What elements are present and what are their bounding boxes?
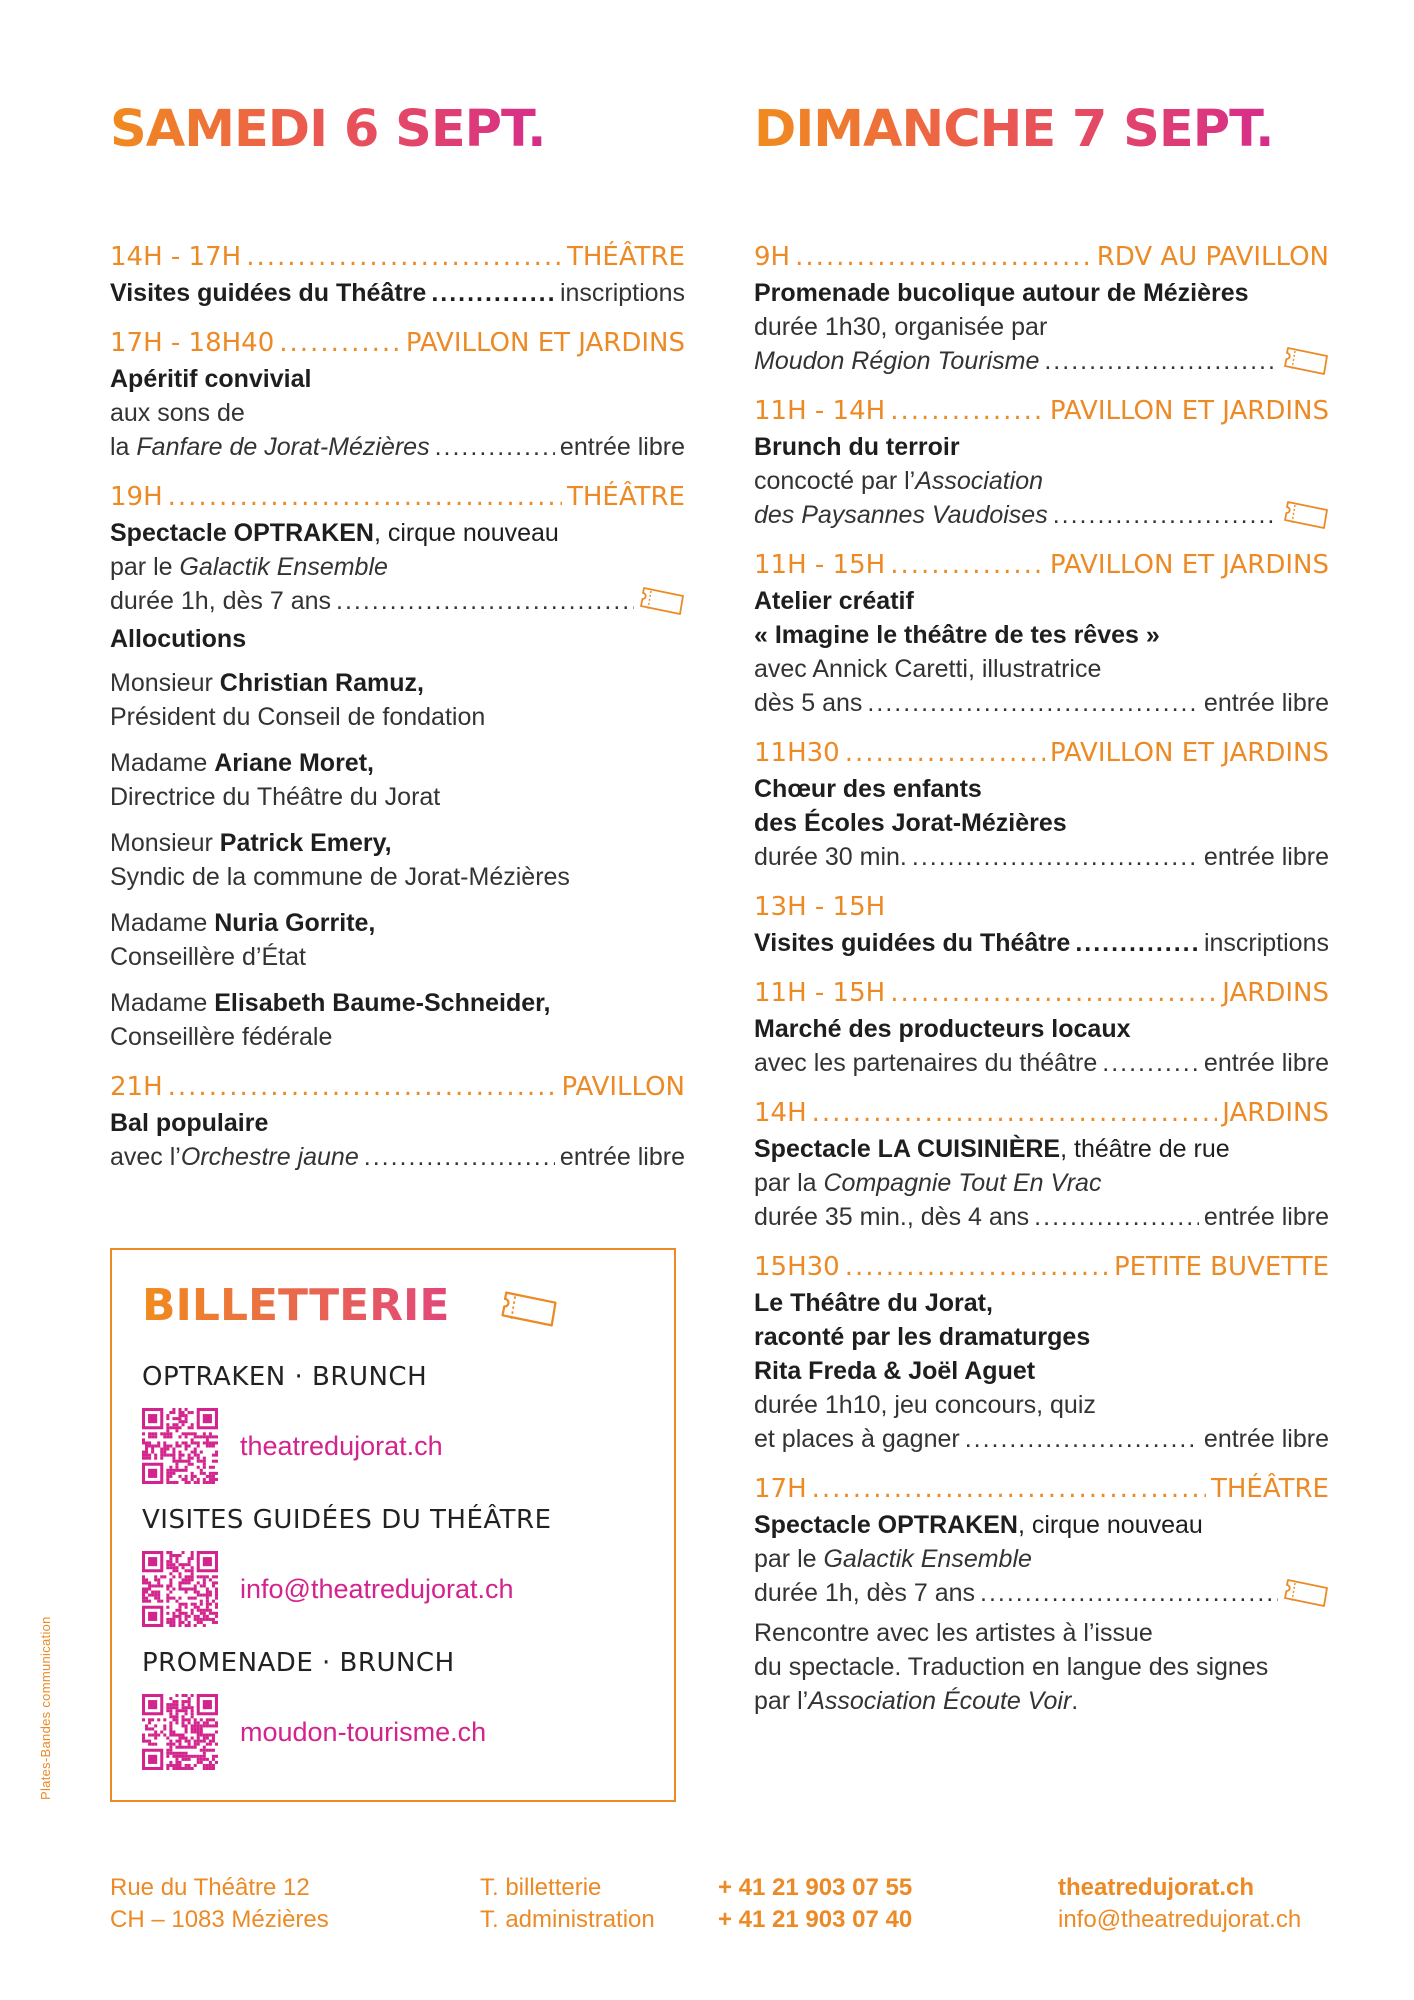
footer-phone-labels (480, 1872, 655, 1936)
event-sun-2 (754, 392, 1329, 532)
speaker-role: Conseillère fédérale (110, 1023, 333, 1051)
billetterie-group (142, 1646, 662, 1770)
billetterie-link[interactable]: moudon-tourisme.ch (240, 1716, 487, 1747)
event-sat-1 (110, 238, 685, 310)
event-detail: dès 5 ans (754, 689, 863, 717)
speaker (110, 746, 685, 814)
event-time: 14H - 17H (110, 242, 242, 272)
event-sun-1 (754, 238, 1329, 378)
event-detail: par le Galactik Ensemble (754, 1545, 1032, 1573)
billetterie-row (142, 1694, 662, 1770)
saturday-events (110, 238, 685, 1188)
sunday-title: DIMANCHE 7 SEPT. (754, 100, 1274, 159)
event-access: inscriptions (559, 279, 685, 307)
phone-label: T. billetterie (480, 1874, 602, 1901)
dot-leader (168, 478, 562, 516)
event-sun-6 (754, 974, 1329, 1080)
speaker-role: Syndic de la commune de Jorat-Mézières (110, 863, 570, 891)
billetterie-link[interactable]: theatredujorat.ch (240, 1430, 443, 1461)
dot-leader (431, 276, 555, 310)
event-access: entrée libre (1203, 689, 1329, 717)
event-detail-line (754, 498, 1329, 532)
speaker-name: Madame Nuria Gorrite, (110, 909, 376, 937)
dot-leader (1044, 344, 1278, 378)
event-title: Spectacle OPTRAKEN, cirque nouveau (754, 1511, 1203, 1539)
dot-leader (1034, 1200, 1199, 1234)
event-detail-line (110, 584, 685, 618)
event-header (110, 324, 685, 362)
dot-leader (336, 584, 634, 618)
event-sat-3 (110, 478, 685, 1054)
speaker (110, 986, 685, 1054)
event-place: THÉÂTRE (566, 242, 685, 272)
ticket-icon (1283, 1578, 1329, 1608)
event-detail: durée 35 min., dès 4 ans (754, 1203, 1030, 1231)
speaker-role: Conseillère d’État (110, 943, 306, 971)
dot-leader (795, 238, 1092, 276)
event-time: 13H - 15H (754, 892, 886, 922)
event-place: PAVILLON (561, 1072, 685, 1102)
footer-address (110, 1872, 329, 1936)
event-header (754, 1470, 1329, 1508)
event-place: PAVILLON ET JARDINS (1049, 738, 1329, 768)
event-detail: la Fanfare de Jorat-Mézières (110, 433, 430, 461)
billetterie-group (142, 1360, 662, 1484)
billetterie-title: BILLETTERIE (142, 1280, 450, 1331)
event-place: RDV AU PAVILLON (1096, 242, 1329, 272)
footer-contact (1058, 1872, 1301, 1936)
event-place: THÉÂTRE (566, 482, 685, 512)
address-line: CH – 1083 Mézières (110, 1906, 329, 1933)
event-access: entrée libre (1203, 843, 1329, 871)
event-sat-2 (110, 324, 685, 464)
speaker-role: Directrice du Théâtre du Jorat (110, 783, 441, 811)
event-detail: durée 1h, dès 7 ans (110, 587, 331, 615)
event-time: 11H - 14H (754, 396, 886, 426)
event-header (754, 888, 1329, 926)
event-sun-7 (754, 1094, 1329, 1234)
event-detail: des Paysannes Vaudoises (754, 501, 1048, 529)
event-time: 11H30 (754, 738, 840, 768)
event-title: Rita Freda & Joël Aguet (754, 1357, 1036, 1385)
speaker-name: Madame Elisabeth Baume-Schneider, (110, 989, 551, 1017)
event-header (110, 238, 685, 276)
dot-leader (1102, 1046, 1199, 1080)
event-title: Promenade bucolique autour de Mézières (754, 279, 1249, 307)
event-time: 11H - 15H (754, 978, 886, 1008)
event-note: du spectacle. Traduction en langue des signes (754, 1653, 1269, 1681)
event-place: PAVILLON ET JARDINS (1049, 396, 1329, 426)
billetterie-box (110, 1248, 676, 1802)
event-sun-4 (754, 734, 1329, 874)
event-detail-line (110, 430, 685, 464)
phone-number[interactable]: + 41 21 903 07 55 (718, 1874, 913, 1901)
speaker (110, 826, 685, 894)
event-header (110, 1068, 685, 1106)
event-detail: et places à gagner (754, 1425, 960, 1453)
saturday-title: SAMEDI 6 SEPT. (110, 100, 546, 159)
event-sun-3 (754, 546, 1329, 720)
dot-leader (845, 734, 1045, 772)
dot-leader (1053, 498, 1278, 532)
dot-leader (890, 974, 1217, 1012)
event-access: entrée libre (1203, 1049, 1329, 1077)
speaker (110, 906, 685, 974)
event-detail-line (754, 686, 1329, 720)
event-header (754, 1094, 1329, 1132)
billetterie-link[interactable]: info@theatredujorat.ch (240, 1573, 514, 1604)
billetterie-label: VISITES GUIDÉES DU THÉÂTRE (142, 1505, 552, 1535)
event-detail-line (110, 1140, 685, 1174)
event-header (754, 392, 1329, 430)
event-detail: avec Annick Caretti, illustratrice (754, 655, 1102, 683)
event-detail-line (754, 1200, 1329, 1234)
event-detail: durée 1h, dès 7 ans (754, 1579, 975, 1607)
footer-website-link[interactable]: theatredujorat.ch (1058, 1874, 1255, 1901)
event-detail: avec les partenaires du théâtre (754, 1049, 1098, 1077)
dot-leader (1075, 926, 1199, 960)
event-place: PETITE BUVETTE (1113, 1252, 1329, 1282)
qr-code-icon[interactable] (142, 1408, 218, 1484)
dot-leader (912, 840, 1199, 874)
event-title-line (754, 926, 1329, 960)
billetterie-row (142, 1408, 662, 1484)
dot-leader (980, 1576, 1278, 1610)
event-title: Marché des producteurs locaux (754, 1015, 1131, 1043)
event-detail: durée 30 min. (754, 843, 907, 871)
event-title: Apéritif convivial (110, 365, 312, 393)
event-access: entrée libre (1203, 1203, 1329, 1231)
event-header (754, 734, 1329, 772)
event-place: PAVILLON ET JARDINS (1049, 550, 1329, 580)
event-header (110, 478, 685, 516)
event-time: 19H (110, 482, 163, 512)
event-title: Spectacle OPTRAKEN, cirque nouveau (110, 519, 559, 547)
event-access: inscriptions (1203, 929, 1329, 957)
dot-leader (845, 1248, 1109, 1286)
event-time: 15H30 (754, 1252, 840, 1282)
event-detail: par le Galactik Ensemble (110, 553, 388, 581)
dot-leader (279, 324, 401, 362)
speaker (110, 666, 685, 734)
event-detail: avec l’Orchestre jaune (110, 1143, 359, 1171)
event-sun-5 (754, 888, 1329, 960)
event-detail: Moudon Région Tourisme (754, 347, 1040, 375)
billetterie-group (142, 1503, 662, 1627)
speaker-name: Monsieur Patrick Emery, (110, 829, 392, 857)
billetterie-label: PROMENADE · BRUNCH (142, 1648, 455, 1678)
event-sun-9 (754, 1470, 1329, 1718)
event-title: Visites guidées du Théâtre (754, 929, 1071, 957)
event-access: entrée libre (559, 1143, 685, 1171)
event-time: 11H - 15H (754, 550, 886, 580)
event-detail: aux sons de (110, 399, 245, 427)
dot-leader (890, 392, 1045, 430)
event-detail: durée 1h30, organisée par (754, 313, 1048, 341)
dot-leader (812, 1470, 1206, 1508)
billetterie-row (142, 1551, 662, 1627)
event-header (754, 546, 1329, 584)
event-place: THÉÂTRE (1210, 1474, 1329, 1504)
qr-code-icon[interactable] (142, 1694, 218, 1770)
event-time: 17H - 18H40 (110, 328, 275, 358)
event-sat-4 (110, 1068, 685, 1174)
dot-leader (890, 546, 1045, 584)
event-access: entrée libre (559, 433, 685, 461)
allocutions-heading: Allocutions (110, 625, 247, 653)
ticket-icon (639, 586, 685, 616)
event-header (754, 1248, 1329, 1286)
footer-phones (718, 1872, 912, 1936)
event-sun-8 (754, 1248, 1329, 1456)
ticket-icon (1283, 346, 1329, 376)
footer (0, 1872, 1414, 1942)
footer-email-link[interactable]: info@theatredujorat.ch (1058, 1906, 1302, 1933)
event-time: 17H (754, 1474, 807, 1504)
dot-leader (435, 430, 555, 464)
address-line: Rue du Théâtre 12 (110, 1874, 310, 1901)
event-time: 21H (110, 1072, 163, 1102)
event-title: Visites guidées du Théâtre (110, 279, 427, 307)
event-title: Le Théâtre du Jorat, (754, 1289, 993, 1317)
event-place: JARDINS (1222, 978, 1329, 1008)
event-title: Chœur des enfants (754, 775, 982, 803)
dot-leader (168, 1068, 557, 1106)
event-place: PAVILLON ET JARDINS (405, 328, 685, 358)
event-detail: par la Compagnie Tout En Vrac (754, 1169, 1102, 1197)
speaker-role: Président du Conseil de fondation (110, 703, 486, 731)
event-title: Brunch du terroir (754, 433, 960, 461)
dot-leader (867, 686, 1199, 720)
event-note: par l’Association Écoute Voir. (754, 1687, 1079, 1715)
event-access: entrée libre (1203, 1425, 1329, 1453)
event-detail-line (754, 840, 1329, 874)
event-header (754, 974, 1329, 1012)
ticket-icon (500, 1290, 558, 1328)
dot-leader (965, 1422, 1199, 1456)
event-detail-line (754, 344, 1329, 378)
speaker-name: Madame Ariane Moret, (110, 749, 374, 777)
sunday-events (754, 238, 1329, 1732)
event-title: Spectacle LA CUISINIÈRE, théâtre de rue (754, 1135, 1230, 1163)
event-title-line (110, 276, 685, 310)
event-detail-line (754, 1046, 1329, 1080)
event-title: « Imagine le théâtre de tes rêves » (754, 621, 1160, 649)
event-detail-line (754, 1422, 1329, 1456)
phone-label: T. administration (480, 1906, 655, 1933)
event-note: Rencontre avec les artistes à l’issue (754, 1619, 1153, 1647)
dot-leader (364, 1140, 555, 1174)
phone-number[interactable]: + 41 21 903 07 40 (718, 1906, 913, 1933)
ticket-icon (1283, 500, 1329, 530)
event-time: 14H (754, 1098, 807, 1128)
dot-leader (812, 1094, 1218, 1132)
event-title: Atelier créatif (754, 587, 914, 615)
event-detail: durée 1h10, jeu concours, quiz (754, 1391, 1096, 1419)
event-detail-line (754, 1576, 1329, 1610)
event-title: des Écoles Jorat-Mézières (754, 809, 1067, 837)
event-title: Bal populaire (110, 1109, 269, 1137)
event-title: raconté par les dramaturges (754, 1323, 1091, 1351)
dot-leader (246, 238, 562, 276)
event-header (754, 238, 1329, 276)
design-credit: Plates-Bandes communication (38, 1616, 53, 1800)
speaker-name: Monsieur Christian Ramuz, (110, 669, 424, 697)
event-time: 9H (754, 242, 791, 272)
event-detail: concocté par l’Association (754, 467, 1044, 495)
qr-code-icon[interactable] (142, 1551, 218, 1627)
billetterie-label: OPTRAKEN · BRUNCH (142, 1362, 428, 1392)
event-place: JARDINS (1222, 1098, 1329, 1128)
